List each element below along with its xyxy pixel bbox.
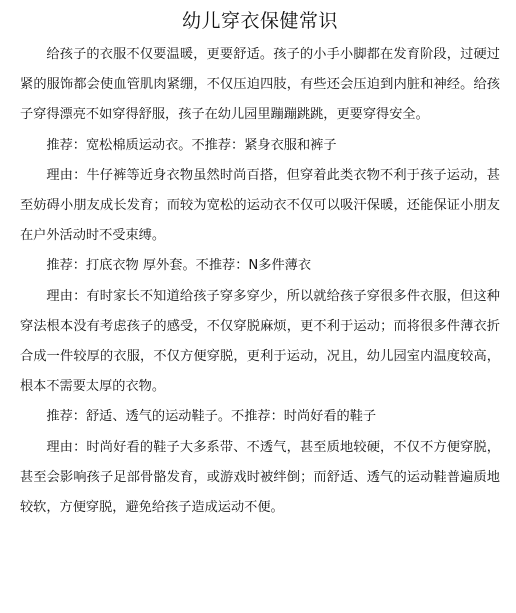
intro-paragraph: 给孩子的衣服不仅要温暖，更要舒适。孩子的小手小脚都在发育阶段，过硬过紧的服饰都会使血管肌肉紧绷，不仅压迫四肢，有些还会压迫到内脏和神经。给孩子穿得漂亮不如穿得舒服，孩子在幼儿园里蹦蹦跳跳，更要穿得安全。 <box>20 47 500 123</box>
document-title: 幼儿穿衣保健常识 <box>181 10 338 32</box>
reason-clothes: 理由：牛仔裤等近身衣物虽然时尚百搭，但穿着此类衣物不利于孩子运动，甚至妨碍小朋友成长发育；而较为宽松的运动衣不仅可以吸汗保暖，还能保证小朋友在户外活动时不受束缚。 <box>20 167 500 244</box>
reason-layers: 理由：有时家长不知道给孩子穿多穿少，所以就给孩子穿很多件衣服，但这种穿法根本没有考虑孩子的感受，不仅穿脱麻烦，更不利于运动；而将很多件薄衣折合成一件较厚的衣服，不仅方便穿脱，更利于运动，况且，幼儿园室内温度较高，根本不需要太厚的衣物。 <box>20 288 500 395</box>
recommendation-clothes: 推荐：宽松棉质运动衣。不推荐：紧身衣服和裤子 <box>46 137 337 153</box>
reason-shoes: 理由：时尚好看的鞋子大多系带、不透气，甚至质地较硬，不仅不方便穿脱，甚至会影响孩子足部骨骼发育，或游戏时被绊倒；而舒适、透气的运动鞋普遍质地较软，方便穿脱，避免给孩子造成运动不便。 <box>20 439 500 516</box>
recommendation-shoes: 推荐：舒适、透气的运动鞋子。不推荐：时尚好看的鞋子 <box>46 409 377 425</box>
recommendation-layers: 推荐：打底衣物 厚外套。不推荐：N多件薄衣 <box>46 258 312 274</box>
